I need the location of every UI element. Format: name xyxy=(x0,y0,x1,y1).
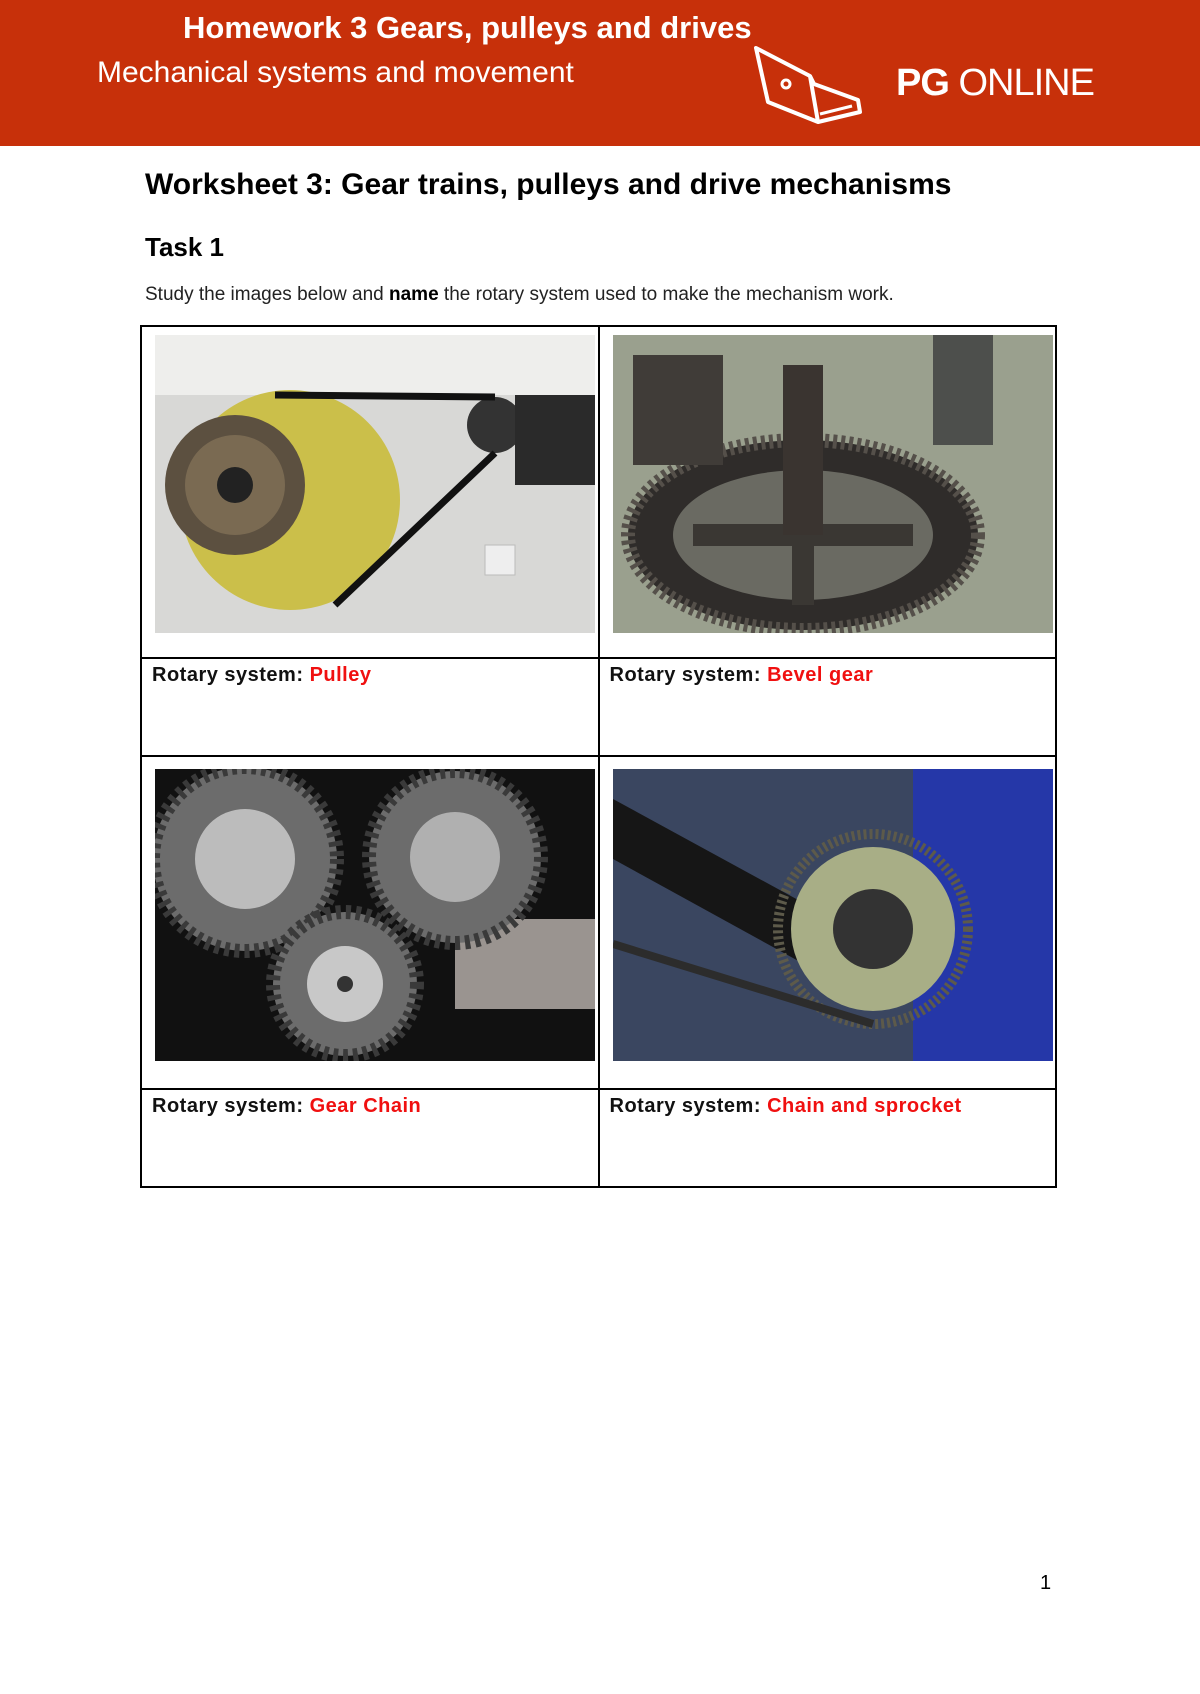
gear-train-photo xyxy=(155,769,595,1061)
image-cell xyxy=(599,756,1057,1089)
answer-cell[interactable]: Rotary system: Chain and sprocket xyxy=(599,1089,1057,1187)
answer-cell[interactable]: Rotary system: Pulley xyxy=(141,658,599,756)
chain-sprocket-photo xyxy=(613,769,1053,1061)
image-cell xyxy=(141,756,599,1089)
banner-title: Homework 3 Gears, pulleys and drives xyxy=(183,10,752,45)
pg-online-logo: PG ONLINE xyxy=(896,62,1094,104)
bevel-gear-photo xyxy=(613,335,1053,633)
rotary-systems-table xyxy=(140,325,1057,1188)
image-cell xyxy=(599,326,1057,658)
worksheet-title: Worksheet 3: Gear trains, pulleys and drive mechanisms xyxy=(145,168,952,201)
answer-text: Pulley xyxy=(309,664,372,686)
banner-subtitle: Mechanical systems and movement xyxy=(97,56,574,89)
image-cell xyxy=(141,326,599,658)
answer-text: Gear Chain xyxy=(309,1095,422,1117)
header-banner xyxy=(0,0,1200,146)
answer-cell[interactable]: Rotary system: Bevel gear xyxy=(599,658,1057,756)
answer-cell[interactable]: Rotary system: Gear Chain xyxy=(141,1089,599,1187)
instruction-text: Study the images below and name the rotary system used to make the mechanism work. xyxy=(145,284,894,305)
laptop-logo-icon xyxy=(752,44,882,126)
page-number: 1 xyxy=(1040,1572,1052,1594)
answer-text: Bevel gear xyxy=(767,664,874,686)
answer-text: Chain and sprocket xyxy=(767,1095,962,1117)
pulley-photo xyxy=(155,335,595,633)
task-heading: Task 1 xyxy=(145,232,225,262)
